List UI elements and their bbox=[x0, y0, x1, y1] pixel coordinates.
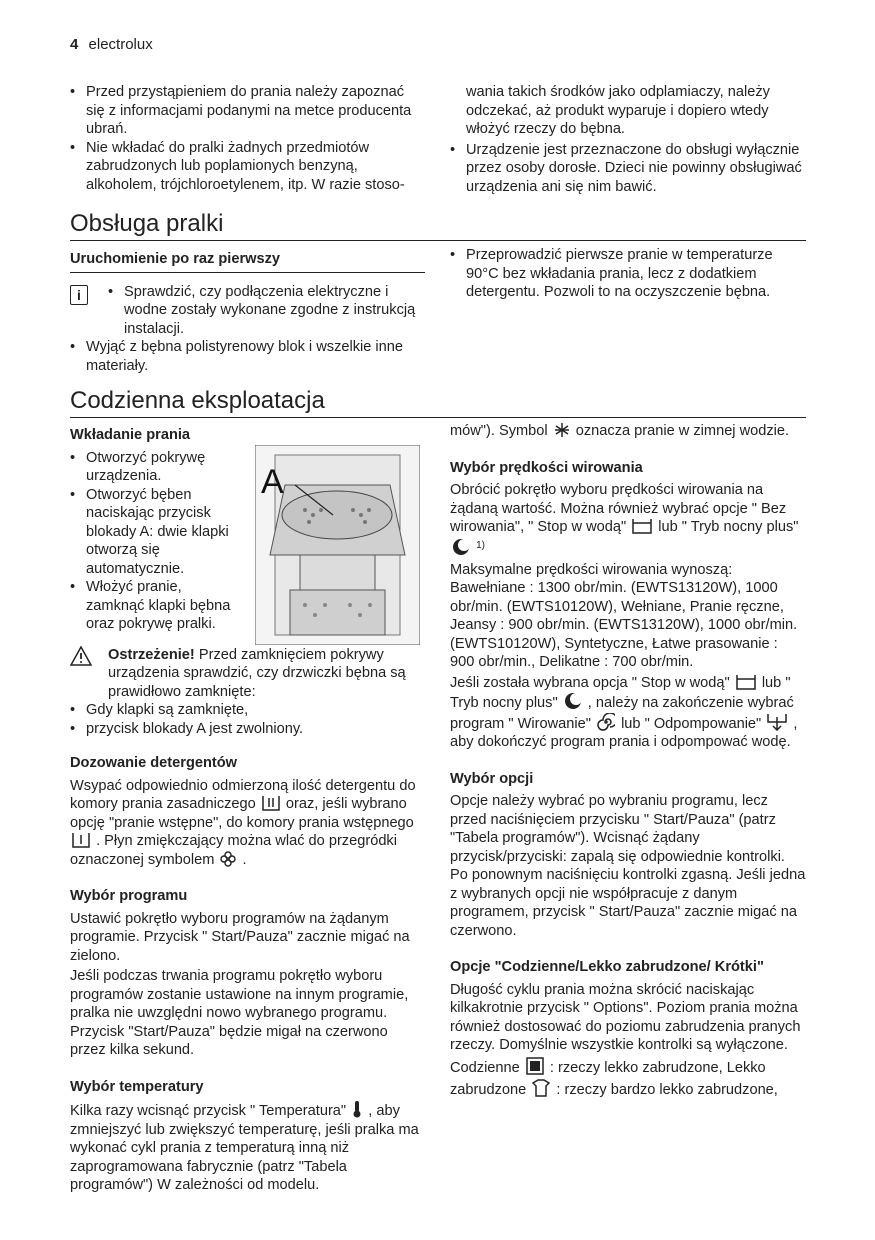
warning-block bbox=[70, 646, 425, 702]
rinse-hold-icon-2 bbox=[736, 674, 756, 690]
daily-line-2a: zabrudzone bbox=[450, 1082, 527, 1099]
options-text: Opcje należy wybrać po wybraniu programu, lecz przed naciśnięciem przycisku " Start/Pauza" (patrz "Tabela programów"). Wcisnąć żądany przycisk/przyciski: zapalą się odpowiednie kontrolki. Po ponownym naciśnięciu kontrolki zgasną. Jeśli jedna z wybranych opcji nie współpracuje z danym programem, przycisk " Start/Pauza" zacznie migać na czerwono. bbox=[450, 793, 806, 939]
temperature-text bbox=[70, 1100, 425, 1195]
footnote-mark: 1) bbox=[476, 539, 485, 551]
loading-heading: Wkładanie prania bbox=[70, 427, 191, 443]
loading-bullet-1: • Otworzyć pokrywę urządzenia. bbox=[86, 449, 236, 486]
first-run-bullet-1: • Sprawdzić, czy podłączenia elektryczne i wodne zostały wykonane zgodne z instrukcją instalacji. bbox=[124, 283, 425, 339]
temperature-text-1: Kilka razy wcisnąć przycisk " Temperatura" bbox=[70, 1103, 347, 1119]
rinse-hold-icon bbox=[632, 518, 652, 534]
program-text-2: Jeśli podczas trwania programu pokrętło wyboru programów zostanie ustawione na innym programie, pralka nie uwzględni nowo wybranego programu. Przycisk "Start/Pauza" będzie migał na czerwono przez kilka sekund. bbox=[70, 968, 409, 1058]
brand-name: electrolux bbox=[88, 36, 153, 53]
first-run-left bbox=[70, 246, 425, 375]
intro-bullet-1: • Przed przystąpieniem do prania należy zapoznać się z informacjami podanymi na metce producenta ubrań. bbox=[86, 83, 425, 139]
right-column bbox=[450, 422, 806, 1102]
thermometer-icon bbox=[352, 1100, 362, 1118]
cold-wash-icon bbox=[554, 422, 570, 438]
spin-text-3b: lub " Tryb nocny plus" bbox=[450, 674, 791, 712]
daily-wash-icon bbox=[526, 1057, 544, 1075]
light-soil-shirt-icon bbox=[532, 1079, 550, 1097]
intro-right bbox=[450, 83, 806, 196]
daily-line-1 bbox=[450, 1057, 806, 1078]
dosing-text-4: . bbox=[242, 851, 247, 868]
intro-continuation: wania takich środków jako odplamiaczy, należy odczekać, aż produkt wyparuje i dopiero wtedy włożyć rzeczy do bębna. bbox=[466, 84, 770, 137]
figure-label-a: A bbox=[261, 463, 284, 501]
intro-bullet-3: • Urządzenie jest przeznaczone do obsługi wyłącznie przez osoby dorosłe. Dzieci nie powinny obsługiwać urządzenia ani się nim bawić. bbox=[466, 141, 806, 197]
spin-text-1 bbox=[450, 481, 806, 559]
spin-icon bbox=[597, 713, 615, 731]
warning-bullet-2: • przycisk blokady A jest zwolniony. bbox=[86, 720, 425, 739]
warning-text: Przed zamknięciem pokrywy urządzenia sprawdzić, czy drzwiczki bębna są prawidłowo zamknięte: bbox=[108, 646, 406, 700]
softener-flower-icon bbox=[220, 851, 236, 867]
section-title-obsluga: Obsługa pralki bbox=[70, 210, 806, 241]
dosing-heading: Dozowanie detergentów bbox=[70, 755, 238, 771]
daily-line-1a: Codzienne bbox=[450, 1059, 520, 1076]
prewash-icon bbox=[72, 832, 90, 848]
daily-line-2b: : rzeczy bardzo lekko zabrudzone, bbox=[556, 1082, 778, 1099]
first-run-heading: Uruchomienie po raz pierwszy bbox=[70, 250, 425, 273]
page-number: 4 bbox=[70, 36, 79, 53]
spin-text-3a: Jeśli została wybrana opcja " Stop w wodą" bbox=[450, 674, 730, 691]
daily-line-2 bbox=[450, 1079, 806, 1100]
program-heading: Wybór programu bbox=[70, 888, 188, 904]
spin-heading: Wybór prędkości wirowania bbox=[450, 459, 643, 476]
temperature-heading: Wybór temperatury bbox=[70, 1078, 204, 1095]
warning-bullet-1: • Gdy klapki są zamknięte, bbox=[86, 701, 425, 720]
drain-icon bbox=[767, 713, 787, 731]
spin-text-3d: lub " Odpompowanie" bbox=[621, 715, 762, 732]
drum-illustration bbox=[255, 445, 420, 645]
section-title-codzienna: Codzienna eksploatacja bbox=[70, 387, 806, 418]
main-wash-icon bbox=[262, 795, 280, 811]
cold-wash-text bbox=[450, 422, 806, 441]
page-header bbox=[70, 36, 153, 53]
spin-text-1b: lub " Tryb nocny plus" bbox=[658, 519, 799, 535]
spin-text-1a: Obrócić pokrętło wyboru prędkości wirowania na żądaną wartość. Można również wybrać opcje " Bez wirowania", " Stop w wodą" bbox=[450, 482, 787, 535]
info-icon: i bbox=[70, 285, 88, 305]
program-text-1: Ustawić pokrętło wyboru programów na żądanym programie. Przycisk " Start/Pauza" zacznie migać na zielono. bbox=[70, 910, 410, 964]
spin-text-3 bbox=[450, 674, 806, 752]
dosing-text-1: Wsypać odpowiednio odmierzoną ilość detergentu do komory prania zasadniczego bbox=[70, 777, 416, 812]
warning-label: Ostrzeżenie! bbox=[108, 646, 195, 663]
warning-triangle-icon bbox=[70, 646, 92, 666]
spin-text-2: Maksymalne prędkości wirowania wynoszą: Bawełniane : 1300 obr/min. (EWTS13120W), 1000 obr/min. (EWTS10120W), Wełniane, Pranie ręczne, Jeansy : 900 obr/min. (EWTS13120W), 1000 obr/min. (EWTS10120W), Syntetyczne, Łatwe prasowanie : 900 obr/min., Delikatne : 700 obr/min. bbox=[450, 561, 798, 671]
spin-text-3e: , aby dokończyć program prania i odpompować wodę. bbox=[450, 715, 798, 751]
daily-text: Długość cyklu prania można skrócić naciskając kilkakrotnie przycisk " Options". Poziom prania można również dostosować do poziomu zabrudzenia pranych rzeczy. Domyślnie wszystkie kontrolki są wyłączone. bbox=[450, 981, 801, 1054]
cold-wash-text-1: mów"). Symbol bbox=[450, 423, 548, 439]
options-heading: Wybór opcji bbox=[450, 770, 534, 787]
spin-text-3c: , należy na zakończenie wybrać program " Wirowanie" bbox=[450, 695, 794, 732]
night-mode-icon bbox=[452, 538, 470, 556]
intro-left bbox=[70, 83, 425, 194]
cold-wash-text-2: oznacza pranie w zimnej wodzie. bbox=[575, 423, 790, 439]
daily-heading: Opcje "Codzienne/Lekko zabrudzone/ Krótki" bbox=[450, 959, 764, 976]
night-mode-icon-2 bbox=[564, 692, 582, 710]
first-run-bullet-2: • Wyjąć z bębna polistyrenowy blok i wszelkie inne materiały. bbox=[86, 338, 425, 375]
dosing-text bbox=[70, 777, 425, 870]
intro-bullet-2: • Nie wkładać do pralki żadnych przedmiotów zabrudzonych lub poplamionych benzyną, alkoholem, trójchloroetylenem, itp. W razie stoso- bbox=[86, 139, 425, 195]
dosing-text-3: . Płyn zmiękczający można wlać do przegródki oznaczonej symbolem bbox=[70, 833, 397, 868]
dosing-text-2: oraz, jeśli wybrano opcję "pranie wstępne", do komory prania wstępnego bbox=[70, 796, 414, 831]
daily-line-1b: : rzeczy lekko zabrudzone, Lekko bbox=[549, 1059, 766, 1076]
first-run-right bbox=[450, 246, 806, 302]
loading-bullet-3: • Włożyć pranie, zamknąć klapki bębna oraz pokrywę pralki. bbox=[86, 578, 236, 634]
first-run-bullet-3: • Przeprowadzić pierwsze pranie w temperaturze 90°C bez wkładania prania, lecz z dodatkiem detergentu. Pozwoli to na oczyszczenie bębna. bbox=[466, 246, 806, 302]
loading-bullet-2: • Otworzyć bęben naciskając przycisk blokady A: dwie klapki otworzą się automatycznie. bbox=[86, 486, 236, 579]
temperature-text-2: , aby zmniejszyć lub zwiększyć temperaturę, jeśli pralka ma wykonać cykl prania z temperaturą inną niż zaprogramowana fabrycznie (patrz "Tabela programów") W zależności od modelu. bbox=[70, 1103, 419, 1193]
